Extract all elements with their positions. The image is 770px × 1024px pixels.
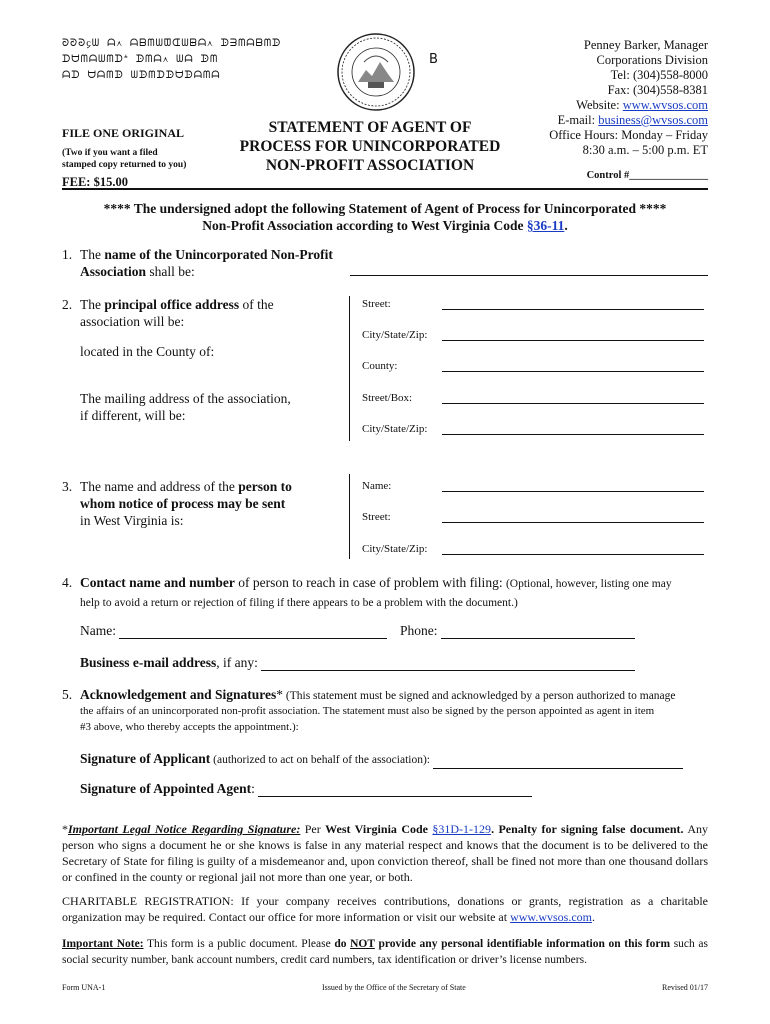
q5-body: the affairs of an unincorporated non-profit association. The statement must also be signed by the person appointed as agent in item #3 above, who thereby accepts the appointment.):: [80, 705, 655, 733]
website-link[interactable]: www.wvsos.com: [622, 98, 708, 112]
agent-city-state-zip-field[interactable]: [442, 543, 704, 555]
signature-applicant-field[interactable]: [433, 757, 683, 769]
footer-issued: Issued by the Office of the Secretary of State: [322, 983, 466, 992]
contact-block: [549, 38, 708, 158]
business-email-row: Business e-mail address, if any:: [80, 654, 635, 671]
q3-street-row: Street:: [362, 511, 704, 523]
file-sub-2: stamped copy returned to you): [62, 160, 187, 170]
contact-name: Penney Barker, Manager: [583, 38, 708, 52]
q2-mailing-label: The mailing address of the association, if different, will be:: [80, 391, 291, 423]
contact-hours-1: Office Hours: Monday – Friday: [549, 128, 708, 142]
contact-email: E-mail: business@wvsos.com: [557, 113, 708, 127]
charitable-registration: CHARITABLE REGISTRATION: If your company receives contributions, donations or grants, registration as a charitable organization may be required. Contact our office for more information or visit our website at www.wvsos.com.: [62, 894, 708, 924]
contact-name-row: Name:: [80, 622, 387, 639]
q2-csz-row: City/State/Zip:: [362, 329, 704, 341]
question-3: 3. The name and address of the person to whom notice of process may be sent in West Virginia is:: [62, 479, 292, 528]
header-garble-1: ᘐᘑᘒ᧔ᗯ ᗩ᧘ ᗩᗷᗰᗯᗵᗭᗯᗸᗩ᧘ ᗬᗱᗰᗩᗷᗰᗬ: [62, 38, 282, 49]
contact-phone-field[interactable]: [441, 627, 635, 639]
q3-bracket: [349, 474, 350, 559]
q3-csz-row: City/State/Zip:: [362, 543, 704, 555]
signature-applicant-row: Signature of Applicant (authorized to act on behalf of the association):: [80, 750, 683, 769]
charitable-website-link[interactable]: www.wvsos.com: [510, 910, 592, 924]
contact-hours-2: 8:30 a.m. – 5:00 p.m. ET: [582, 143, 708, 157]
mailing-street-field[interactable]: [442, 392, 704, 404]
email-link[interactable]: business@wvsos.com: [598, 113, 708, 127]
legal-notice: *Important Legal Notice Regarding Signature: Per West Virginia Code §31D-1-129. Penalty for signing false document. Any person who signs a document he or she knows is false in any material respect and knows that the document is to be delivered to the Secretary of State for filing is guilty of a misdemeanor and, upon conviction thereof, shall be fined not more than one thousand dollars or confined in the county or regional jail not more than one year, or both.: [62, 822, 708, 884]
contact-fax: Fax: (304)558-8381: [607, 83, 708, 97]
footer-revised: Revised 01/17: [662, 983, 708, 992]
page-title: STATEMENT OF AGENT OF PROCESS FOR UNINCORPORATED NON-PROFIT ASSOCIATION: [239, 119, 501, 174]
business-email-field[interactable]: [261, 659, 635, 671]
file-one-block: [62, 126, 186, 190]
county-field[interactable]: [442, 360, 704, 372]
file-one-original: FILE ONE ORIGINAL: [62, 126, 185, 140]
street-field[interactable]: [442, 298, 704, 310]
signature-agent-field[interactable]: [258, 785, 532, 797]
q2-county-label: located in the County of:: [80, 344, 215, 359]
footer-form: Form UNA-1: [62, 983, 106, 992]
city-state-zip-field[interactable]: [442, 329, 704, 341]
contact-name-field[interactable]: [119, 627, 387, 639]
fee: FEE: $15.00: [62, 175, 128, 189]
contact-website: Website: www.wvsos.com: [576, 98, 708, 112]
q2-bracket: [349, 296, 350, 441]
q3-name-row: Name:: [362, 480, 704, 492]
association-name-field[interactable]: [350, 264, 708, 276]
signature-agent-row: Signature of Appointed Agent:: [80, 780, 532, 797]
question-4: 4. Contact name and number of person to reach in case of problem with filing: (Optional, however, listing one may help to avoid a return or rejection of filing if there appears to be a problem with the document.): [62, 575, 672, 609]
contact-tel: Tel: (304)558-8000: [610, 68, 708, 82]
intro: **** The undersigned adopt the following Statement of Agent of Process for Unincorporated **** Non-Profit Association according to West Virginia Code §36-11.: [103, 201, 667, 233]
q2-csz2-row: City/State/Zip:: [362, 423, 704, 435]
important-note: Important Note: This form is a public document. Please do NOT provide any personal identifiable information on this form such as social security number, bank account numbers, credit card numbers, tax identification or driver’s license numbers.: [62, 938, 708, 966]
q2-street-row: Street:: [362, 298, 704, 310]
code-31d-link[interactable]: §31D-1-129: [432, 822, 492, 836]
b-mark: B: [429, 52, 438, 67]
control-number: Control #_______________: [586, 170, 708, 181]
header-garble-2: ᗪᗨᗰᗩᗯᗰᗪᗮ ᗬᗰᗩ᧘ ᗯᗩ ᗬᗰ: [62, 54, 219, 65]
state-seal: [336, 32, 416, 117]
agent-name-field[interactable]: [442, 480, 704, 492]
mailing-city-state-zip-field[interactable]: [442, 423, 704, 435]
question-1: 1. The name of the Unincorporated Non-Profit Association shall be:: [62, 247, 333, 279]
question-2: 2. The principal office address of the association will be:: [62, 297, 274, 329]
file-sub-1: (Two if you want a filed: [62, 148, 158, 158]
header-garble-3: ᗩᗪ ᗨᗩᗰᗬ ᗯᗬᗰᗪᗬᗨᗬᗩᗰᗩ: [62, 70, 221, 81]
question-5: 5. Acknowledgement and Signatures* (This statement must be signed and acknowledged by a person authorized to manage: [62, 687, 676, 702]
contact-phone-row: Phone:: [400, 622, 635, 639]
divider: [62, 188, 708, 190]
contact-division: Corporations Division: [596, 53, 708, 67]
code-36-11-link[interactable]: §36-11: [526, 218, 565, 233]
q2-county-row: County:: [362, 360, 704, 372]
agent-street-field[interactable]: [442, 511, 704, 523]
q2-streetbox-row: Street/Box:: [362, 392, 704, 404]
